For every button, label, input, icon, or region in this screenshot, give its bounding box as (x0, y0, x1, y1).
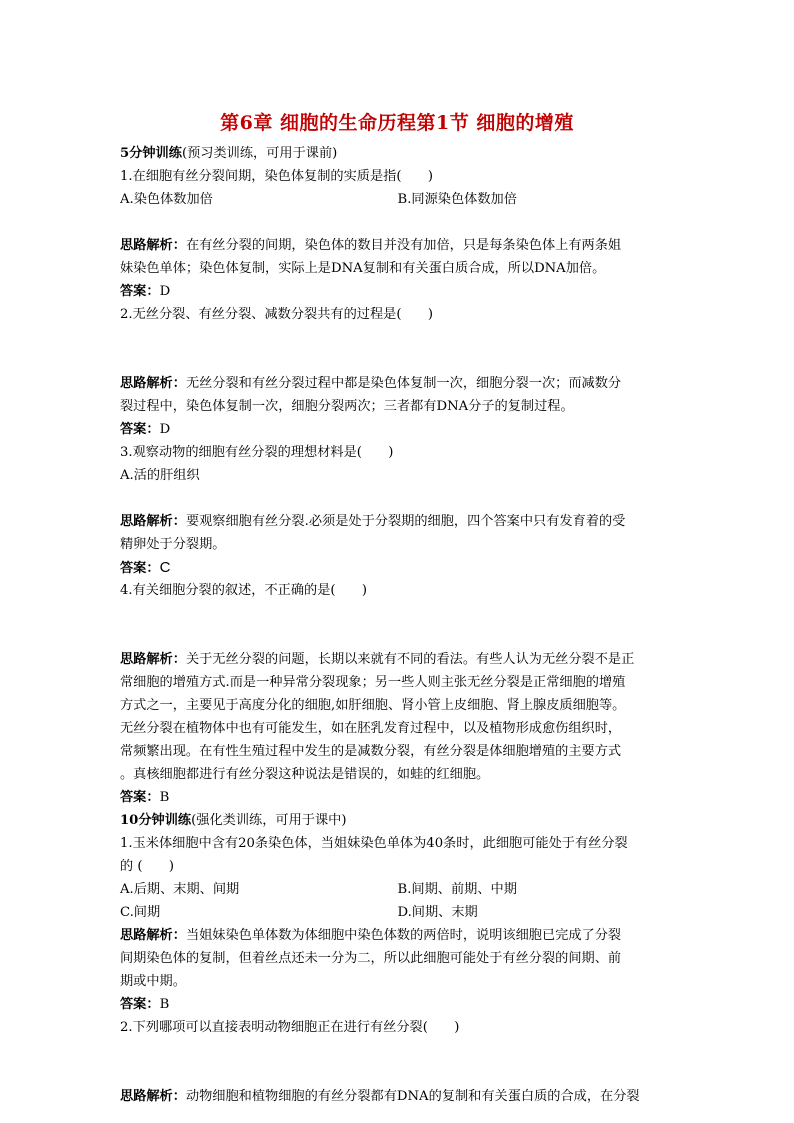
answer-label: 答案： (120, 284, 160, 299)
question-1-answer (120, 280, 675, 303)
question-4-stem: 4.有关细胞分裂的叙述，不正确的是( ) (120, 583, 368, 598)
section-heading-text: 5分钟训练 (120, 146, 182, 161)
question-3-answer (120, 556, 675, 579)
analysis-label: 思路解析： (120, 376, 186, 391)
analysis-label: 思路解析： (120, 928, 186, 943)
analysis-label: 思路解析： (120, 1089, 186, 1104)
question-5-analysis-line: 间期染色体的复制，但着丝点还未一分为二，所以此细胞可能处于有丝分裂的间期、前 (120, 951, 622, 966)
question-2-analysis-line: 裂过程中，染色体复制一次，细胞分裂两次；三者都有DNA分子的复制过程。 (120, 399, 574, 414)
question-6-analysis-line (120, 1085, 675, 1108)
question-3-analysis-line: 精卵处于分裂期。 (120, 537, 226, 552)
answer-label: 答案： (120, 422, 160, 437)
answer-label: 答案： (120, 997, 160, 1012)
option-b: B.间期、前期、中期 (397, 882, 517, 897)
question-4-analysis-line: 常细胞的增殖方式.而是一种异常分裂现象；另一些人则主张无丝分裂是正常细胞的增殖 (120, 675, 626, 690)
section-heading-10min (120, 809, 675, 832)
question-2-answer (120, 418, 675, 441)
option-d: D.间期、末期 (397, 905, 478, 920)
question-3-stem: 3.观察动物的细胞有丝分裂的理想材料是( ) (120, 445, 394, 460)
analysis-text: 要观察细胞有丝分裂.必须是处于分裂期的细胞，四个答案中只有发育着的受 (185, 514, 626, 529)
question-5-stem: 1.玉米体细胞中含有20条染色体，当姐妹染色单体为40条时，此细胞可能处于有丝分裂 (120, 836, 628, 851)
question-4-analysis-line: 常频繁出现。在有性生殖过程中发生的是减数分裂，有丝分裂是体细胞增殖的主要方式 (120, 744, 622, 759)
section-heading-5min (120, 142, 675, 165)
section-note: (预习类训练，可用于课前) (181, 146, 338, 161)
section-heading-text: 10分钟训练 (120, 813, 192, 828)
question-5-answer (120, 993, 675, 1016)
answer-value: B (159, 997, 170, 1012)
question-1-analysis-line (120, 234, 675, 257)
option-b: B.同源染色体数加倍 (397, 192, 517, 207)
question-5-options-row (120, 878, 675, 901)
question-3-option-a: A.活的肝组织 (120, 468, 200, 483)
answer-value: B (159, 790, 170, 805)
question-4-analysis-line (120, 648, 675, 671)
question-2-analysis-line (120, 372, 675, 395)
analysis-text: 当姐妹染色单体数为体细胞中染色体数的两倍时，说明该细胞已完成了分裂 (185, 928, 622, 943)
question-1-stem: 1.在细胞有丝分裂间期，染色体复制的实质是指( ) (120, 169, 433, 184)
question-3-analysis-line (120, 510, 675, 533)
page-title: 第6章 细胞的生命历程第1节 细胞的增殖 (220, 112, 574, 134)
option-a: A.后期、末期、间期 (120, 882, 240, 897)
analysis-text: 关于无丝分裂的问题，长期以来就有不同的看法。有些人认为无丝分裂不是正 (185, 652, 635, 667)
analysis-text: 动物细胞和植物细胞的有丝分裂都有DNA的复制和有关蛋白质的合成，在分裂 (185, 1089, 640, 1104)
analysis-label: 思路解析： (120, 652, 186, 667)
analysis-label: 思路解析： (120, 514, 186, 529)
answer-value: D (159, 422, 171, 437)
question-4-answer (120, 786, 675, 809)
option-a: A.染色体数加倍 (120, 192, 213, 207)
analysis-text: 无丝分裂和有丝分裂过程中都是染色体复制一次，细胞分裂一次；而减数分 (185, 376, 622, 391)
analysis-text: 在有丝分裂的间期，染色体的数目并没有加倍，只是每条染色体上有两条姐 (185, 238, 622, 253)
section-note: (强化类训练，可用于课中) (191, 813, 347, 828)
question-5-stem: 的 ( ) (120, 859, 175, 874)
question-5-options-row (120, 901, 675, 924)
question-6-stem: 2.下列哪项可以直接表明动物细胞正在进行有丝分裂( ) (120, 1020, 460, 1035)
option-c: C.间期 (120, 905, 161, 920)
question-4-analysis-line: 方式之一，主要见于高度分化的细胞,如肝细胞、肾小管上皮细胞、肾上腺皮质细胞等。 (120, 698, 626, 713)
analysis-label: 思路解析： (120, 238, 186, 253)
document-body (120, 142, 675, 1108)
answer-label: 答案： (120, 790, 160, 805)
question-4-analysis-line: 无丝分裂在植物体中也有可能发生，如在胚乳发育过程中，以及植物形成愈伤组织时， (120, 721, 622, 736)
question-5-analysis-line: 期或中期。 (120, 974, 186, 989)
question-5-analysis-line (120, 924, 675, 947)
question-2-stem: 2.无丝分裂、有丝分裂、减数分裂共有的过程是( ) (120, 307, 433, 322)
answer-value: C (159, 559, 171, 576)
question-1-options (120, 188, 675, 211)
answer-value: D (159, 284, 171, 299)
question-4-analysis-line: 。真核细胞都进行有丝分裂这种说法是错误的，如蛙的红细胞。 (120, 767, 490, 782)
answer-label: 答案： (120, 561, 160, 576)
question-1-analysis-line: 妹染色单体；染色体复制，实际上是DNA复制和有关蛋白质合成，所以DNA加倍。 (120, 261, 606, 276)
